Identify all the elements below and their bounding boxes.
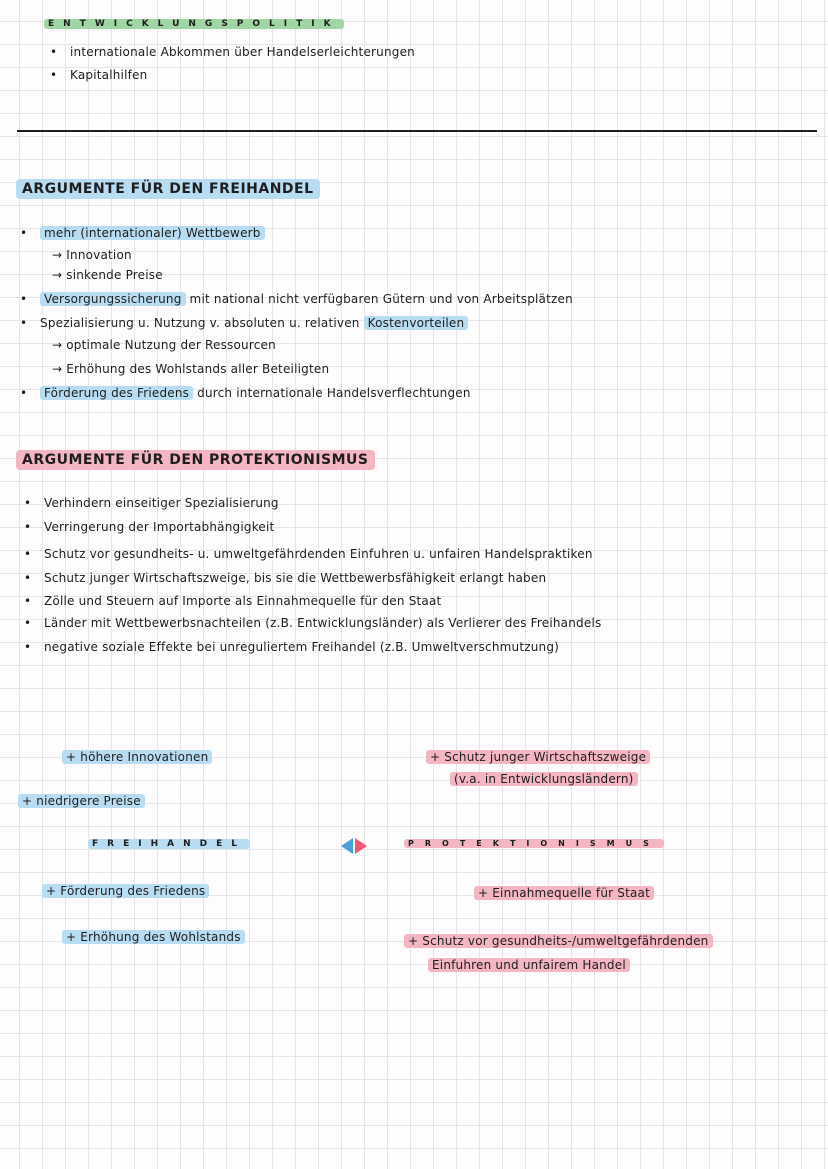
arrow-right-icon [355, 838, 367, 854]
protektionismus-arg: • Verhindern einseitiger Spezialisierung [44, 496, 279, 510]
protektionismus-arg: • Zölle und Steuern auf Importe als Einnahmequelle für den Staat [44, 594, 441, 608]
freihandel-arg-highlight: Förderung des Friedens [40, 386, 193, 400]
protektionismus-pro-schutz-vor-cont: Einfuhren und unfairem Handel [428, 958, 630, 972]
freihandel-arg-highlight: Kostenvorteilen [364, 316, 469, 330]
freihandel-arg-text: mit national nicht verfügbaren Gütern und von Arbeitsplätzen [185, 292, 573, 306]
freihandel-arg-highlight: Versorgungssicherung [40, 292, 186, 306]
protektionismus-arg: • negative soziale Effekte bei unreguliertem Freihandel (z.B. Umweltverschmutzung) [44, 640, 559, 654]
freihandel-pro-frieden: + Förderung des Friedens [42, 884, 209, 898]
protektionismus-pro-einnahme: + Einnahmequelle für Staat [474, 886, 654, 900]
freihandel-arg [40, 316, 468, 330]
freihandel-pro-wohlstand: + Erhöhung des Wohlstands [62, 930, 245, 944]
protektionismus-pro-schutz-junger-note: (v.a. in Entwicklungsländern) [450, 772, 638, 786]
entwicklungspolitik-item: • internationale Abkommen über Handelserleichterungen [70, 45, 415, 59]
protektionismus-pro-schutz-vor: + Schutz vor gesundheits-/umweltgefährdenden [404, 934, 713, 948]
protektionismus-heading: ARGUMENTE FÜR DEN PROTEKTIONISMUS [16, 450, 375, 470]
entwicklungspolitik-title: ENTWICKLUNGSPOLITIK [44, 19, 344, 29]
freihandel-subarg: → optimale Nutzung der Ressourcen [52, 338, 276, 352]
protektionismus-arg: • Schutz junger Wirtschaftszweige, bis sie die Wettbewerbsfähigkeit erlangt haben [44, 571, 546, 585]
freihandel-subarg: → Erhöhung des Wohlstands aller Beteiligten [52, 362, 330, 376]
protektionismus-arg: • Schutz vor gesundheits- u. umweltgefährdenden Einfuhren u. unfairen Handelspraktiken [44, 547, 593, 561]
freihandel-arg-text: durch internationale Handelsverflechtungen [193, 386, 471, 400]
entwicklungspolitik-item: • Kapitalhilfen [70, 68, 147, 82]
freihandel-pro-preise: + niedrigere Preise [18, 794, 145, 808]
arrow-left-icon [341, 838, 353, 854]
freihandel-arg [40, 292, 573, 306]
protektionismus-arg: • Verringerung der Importabhängigkeit [44, 520, 274, 534]
freihandel-subarg: → sinkende Preise [52, 268, 163, 282]
freihandel-pro-innovation: + höhere Innovationen [62, 750, 212, 764]
protektionismus-pro-schutz-junger: + Schutz junger Wirtschaftszweige [426, 750, 650, 764]
freihandel-subarg: → Innovation [52, 248, 132, 262]
versus-arrows [341, 838, 367, 858]
freihandel-label: FREIHANDEL [88, 839, 250, 849]
freihandel-arg-text: mehr (internationaler) Wettbewerb [40, 226, 265, 240]
freihandel-heading: ARGUMENTE FÜR DEN FREIHANDEL [16, 179, 320, 199]
divider-line [17, 130, 817, 132]
freihandel-arg [40, 386, 471, 400]
freihandel-arg-text: Spezialisierung u. Nutzung v. absoluten u. relativen [40, 316, 364, 330]
protektionismus-label: PROTEKTIONISMUS [404, 839, 664, 848]
freihandel-arg [40, 226, 265, 240]
protektionismus-arg: • Länder mit Wettbewerbsnachteilen (z.B. Entwicklungsländer) als Verlierer des Freihandels [44, 616, 601, 630]
